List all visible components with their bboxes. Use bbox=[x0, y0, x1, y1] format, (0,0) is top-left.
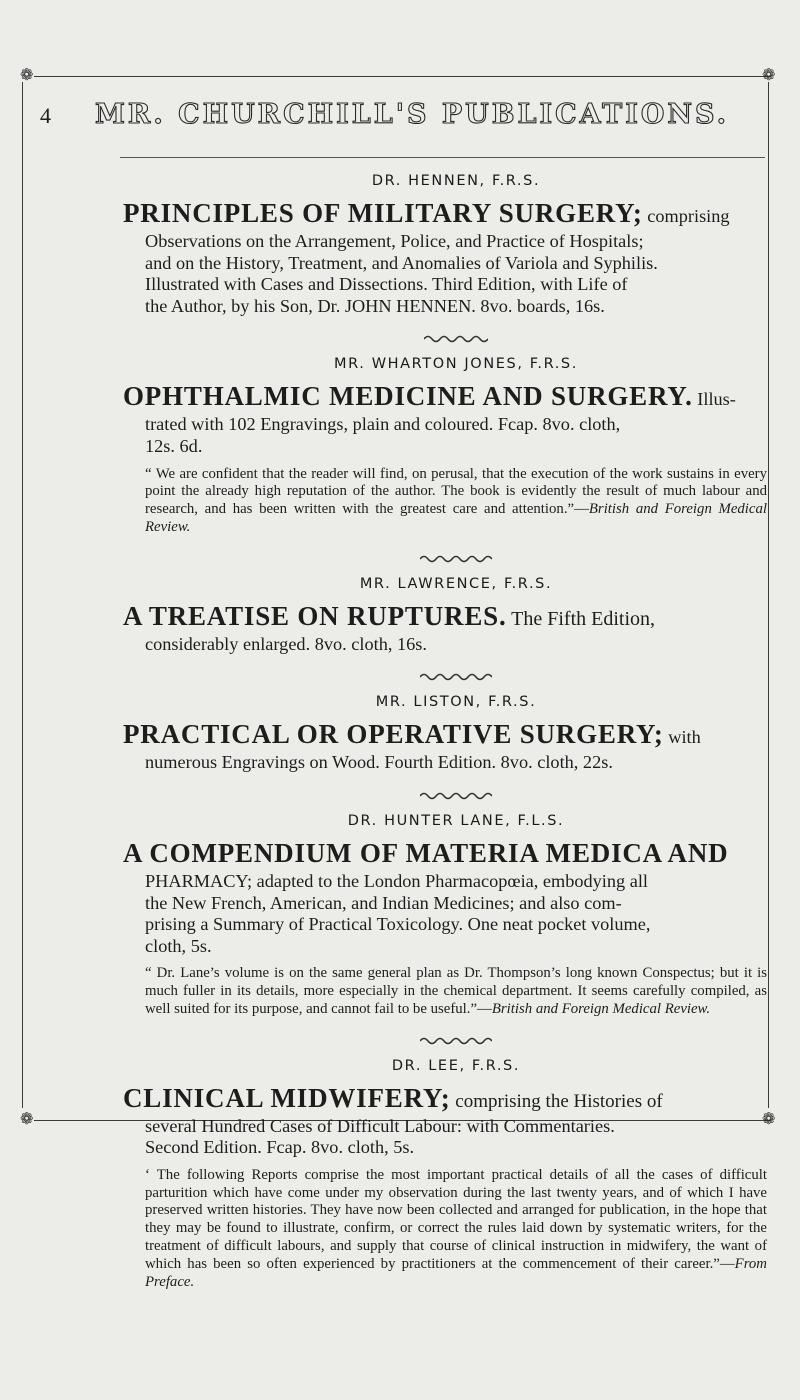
quote-text: “ Dr. Lane’s volume is on the same general plan as Dr. Thompson’s long known Conspectus; but it is much fuller in its details, more especially in the chemical department. It seems carefully compiled, as well suited for its purpose, and cannot fail to be useful.”— bbox=[145, 965, 767, 1017]
corner-ornament-icon: ❁ bbox=[20, 67, 34, 84]
review-quote bbox=[145, 466, 767, 537]
page-border-left bbox=[22, 82, 23, 1108]
corner-ornament-icon: ❁ bbox=[762, 1111, 776, 1128]
wavy-separator bbox=[145, 1033, 767, 1045]
catalogue-entry bbox=[123, 173, 767, 317]
entry-title-line bbox=[123, 601, 767, 632]
catalogue-entry bbox=[123, 356, 767, 536]
corner-ornament-icon: ❁ bbox=[20, 1111, 34, 1128]
entry-line: prising a Summary of Practical Toxicology. One neat pocket volume, bbox=[145, 914, 651, 935]
entry-line: cloth, 5s. bbox=[145, 935, 212, 956]
entry-title: PRINCIPLES OF MILITARY SURGERY; bbox=[123, 198, 643, 228]
page-border-top bbox=[34, 76, 771, 77]
entry-title-line bbox=[123, 719, 767, 750]
catalogue-list bbox=[123, 173, 767, 1291]
entry-title-line bbox=[123, 838, 767, 869]
wavy-separator bbox=[145, 551, 767, 563]
wavy-separator bbox=[145, 331, 767, 343]
entry-title-tail: comprising the Histories of bbox=[450, 1090, 663, 1112]
quote-text: “ We are confident that the reader will find, on perusal, that the execution of the work sustains in every point the already high reputation of the author. The book is evidently the result of much labour and research, and has been written with the greatest care and attention.”— bbox=[145, 465, 767, 518]
quote-source: British and Foreign Medical Review. bbox=[145, 501, 767, 535]
wavy-separator bbox=[145, 788, 767, 800]
catalogue-entry bbox=[123, 694, 767, 774]
entry-title: OPHTHALMIC MEDICINE AND SURGERY. bbox=[123, 381, 693, 412]
entry-title-tail: comprising bbox=[642, 206, 730, 226]
wavy-separator bbox=[145, 669, 767, 681]
entry-title-line bbox=[123, 198, 767, 229]
review-quote bbox=[145, 1167, 767, 1292]
entry-line: and on the History, Treatment, and Anomalies of Variola and Syphilis. bbox=[145, 252, 658, 273]
quote-text: ‘ The following Reports comprise the most important practical details of all the cases of difficult parturition which have come under my observation during the last twenty years, and of which I have preserved written histories. They have now been collected and arranged for publication, in the hope that they may be found to illustrate, confirm, or correct the rules laid down by systematic writers, for the treatment of difficult labours, and supply that course of clinical instruction in midwifery, the want of which has been so often experienced by practitioners at the commencement of their career.”— bbox=[145, 1166, 767, 1272]
entry-line: trated with 102 Engravings, plain and coloured. Fcap. 8vo. cloth, bbox=[145, 414, 621, 435]
entry-title-tail: Illus- bbox=[692, 389, 736, 410]
catalogue-entry bbox=[123, 575, 767, 656]
entry-author: DR. HENNEN, F.R.S. bbox=[371, 173, 541, 189]
entry-title-tail: The Fifth Edition, bbox=[506, 607, 656, 630]
quote-source: From Preface. bbox=[145, 1255, 767, 1290]
quote-source: British and Foreign Medical Review. bbox=[491, 1000, 711, 1017]
entry-line: numerous Engravings on Wood. Fourth Edition. 8vo. cloth, 22s. bbox=[145, 752, 613, 773]
entry-title: A COMPENDIUM OF MATERIA MEDICA AND bbox=[123, 837, 729, 868]
entry-title: CLINICAL MIDWIFERY; bbox=[123, 1082, 451, 1113]
entry-author: MR. LAWRENCE, F.R.S. bbox=[359, 575, 553, 592]
entry-line: 12s. 6d. bbox=[145, 435, 203, 456]
entry-line: considerably enlarged. 8vo. cloth, 16s. bbox=[145, 633, 427, 654]
review-quote bbox=[145, 965, 767, 1018]
entry-line: the New French, American, and Indian Medicines; and also com- bbox=[145, 892, 622, 913]
entry-title-line bbox=[123, 1083, 767, 1114]
entry-title-line bbox=[123, 381, 767, 412]
catalogue-entry bbox=[123, 812, 767, 1019]
entry-line: Illustrated with Cases and Dissections. Third Edition, with Life of bbox=[145, 274, 628, 295]
entry-title: A TREATISE ON RUPTURES. bbox=[123, 600, 507, 631]
corner-ornament-icon: ❁ bbox=[762, 67, 776, 84]
header-rule bbox=[120, 157, 765, 158]
page-border-right bbox=[768, 82, 769, 1108]
running-head bbox=[40, 99, 760, 133]
entry-title-tail: with bbox=[663, 727, 701, 748]
entry-line: Observations on the Arrangement, Police, and Practice of Hospitals; bbox=[145, 231, 644, 251]
entry-line: Second Edition. Fcap. 8vo. cloth, 5s. bbox=[145, 1137, 415, 1158]
page-number: 4 bbox=[40, 103, 51, 128]
catalogue-entry bbox=[123, 1057, 767, 1292]
entry-line: PHARMACY; adapted to the London Pharmacopœia, embodying all bbox=[145, 870, 649, 891]
entry-author: DR. HUNTER LANE, F.L.S. bbox=[347, 812, 565, 829]
entry-line: the Author, by his Son, Dr. JOHN HENNEN. 8vo. boards, 16s. bbox=[145, 295, 605, 316]
entry-author: MR. LISTON, F.R.S. bbox=[375, 694, 537, 711]
entry-author: MR. WHARTON JONES, F.R.S. bbox=[334, 356, 578, 373]
running-title: MR. CHURCHILL'S PUBLICATIONS. bbox=[95, 99, 729, 130]
entry-line: several Hundred Cases of Difficult Labour: with Commentaries. bbox=[145, 1115, 615, 1136]
entry-title: PRACTICAL OR OPERATIVE SURGERY; bbox=[123, 719, 664, 750]
entry-author: DR. LEE, F.R.S. bbox=[391, 1057, 521, 1074]
